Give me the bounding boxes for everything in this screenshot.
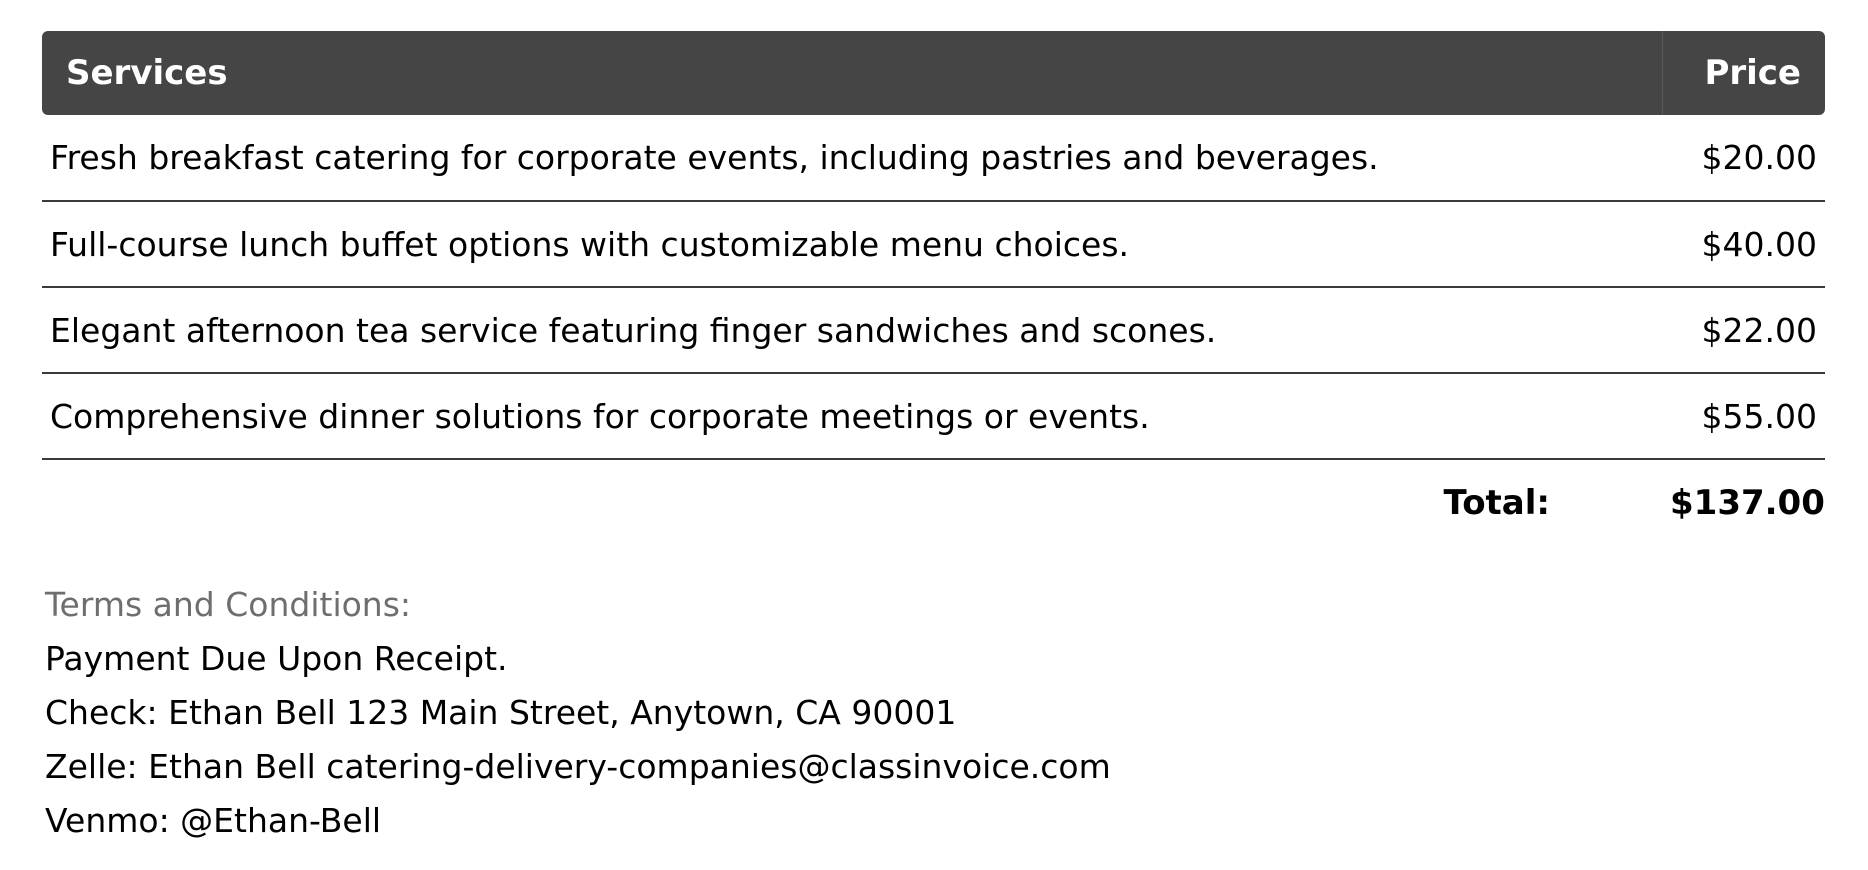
total-row xyxy=(42,459,1825,545)
table-row xyxy=(42,201,1825,287)
service-price: $55.00 xyxy=(1662,373,1825,459)
service-description: Full-course lunch buffet options with customizable menu choices. xyxy=(42,201,1662,287)
terms-heading: Terms and Conditions: xyxy=(45,585,412,624)
table-row xyxy=(42,115,1825,201)
service-price: $40.00 xyxy=(1662,201,1825,287)
service-price: $22.00 xyxy=(1662,287,1825,373)
service-description: Comprehensive dinner solutions for corporate meetings or events. xyxy=(42,373,1662,459)
table-header-row xyxy=(42,31,1825,115)
service-price: $20.00 xyxy=(1662,115,1825,201)
check-payment-line: Check: Ethan Bell 123 Main Street, Anytown, CA 90001 xyxy=(45,693,957,732)
table-row xyxy=(42,373,1825,459)
services-table xyxy=(42,31,1825,545)
price-column-header: Price xyxy=(1662,31,1825,115)
total-label: Total: xyxy=(1443,482,1550,523)
total-value: $137.00 xyxy=(1670,482,1825,523)
services-column-header: Services xyxy=(42,31,1662,115)
terms-section xyxy=(45,578,1111,848)
service-description: Elegant afternoon tea service featuring finger sandwiches and scones. xyxy=(42,287,1662,373)
payment-due-line: Payment Due Upon Receipt. xyxy=(45,639,508,678)
table-row xyxy=(42,287,1825,373)
zelle-payment-line: Zelle: Ethan Bell catering-delivery-companies@classinvoice.com xyxy=(45,747,1111,786)
service-description: Fresh breakfast catering for corporate events, including pastries and beverages. xyxy=(42,115,1662,201)
venmo-payment-line: Venmo: @Ethan-Bell xyxy=(45,801,382,840)
